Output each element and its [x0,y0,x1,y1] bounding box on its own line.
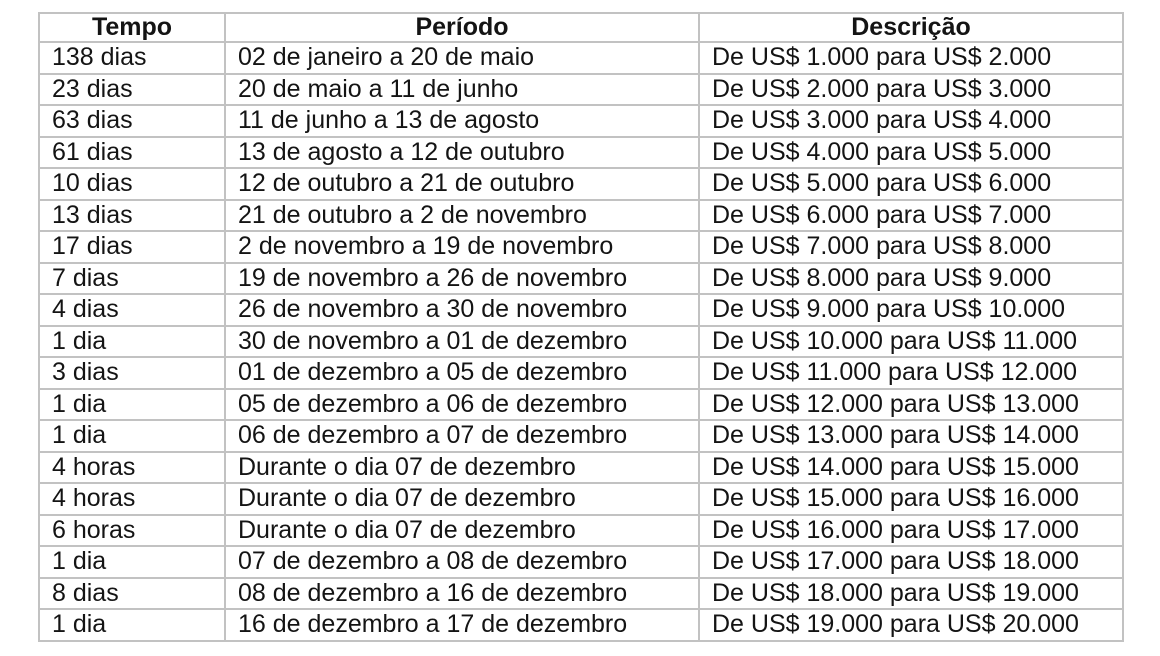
cell-tempo: 17 dias [39,231,225,263]
table-row [39,105,1123,137]
cell-tempo: 4 horas [39,452,225,484]
cell-descricao: De US$ 7.000 para US$ 8.000 [699,231,1123,263]
table-row [39,389,1123,421]
cell-periodo: 13 de agosto a 12 de outubro [225,137,699,169]
cell-descricao: De US$ 10.000 para US$ 11.000 [699,326,1123,358]
cell-periodo: 21 de outubro a 2 de novembro [225,200,699,232]
cell-descricao: De US$ 13.000 para US$ 14.000 [699,420,1123,452]
table-container [38,12,1124,642]
cell-tempo: 138 dias [39,42,225,74]
cell-periodo: 30 de novembro a 01 de dezembro [225,326,699,358]
cell-descricao: De US$ 8.000 para US$ 9.000 [699,263,1123,295]
table-row [39,578,1123,610]
cell-tempo: 4 dias [39,294,225,326]
cell-periodo: 11 de junho a 13 de agosto [225,105,699,137]
table-row [39,483,1123,515]
table-row [39,609,1123,641]
cell-periodo: 08 de dezembro a 16 de dezembro [225,578,699,610]
table-header [39,13,1123,42]
table-row [39,42,1123,74]
table-row [39,294,1123,326]
cell-descricao: De US$ 3.000 para US$ 4.000 [699,105,1123,137]
table-row [39,137,1123,169]
table-row [39,168,1123,200]
cell-descricao: De US$ 19.000 para US$ 20.000 [699,609,1123,641]
cell-tempo: 4 horas [39,483,225,515]
cell-periodo: Durante o dia 07 de dezembro [225,515,699,547]
cell-descricao: De US$ 1.000 para US$ 2.000 [699,42,1123,74]
cell-descricao: De US$ 11.000 para US$ 12.000 [699,357,1123,389]
table-row [39,515,1123,547]
cell-descricao: De US$ 17.000 para US$ 18.000 [699,546,1123,578]
cell-tempo: 10 dias [39,168,225,200]
cell-tempo: 1 dia [39,546,225,578]
cell-descricao: De US$ 15.000 para US$ 16.000 [699,483,1123,515]
cell-tempo: 61 dias [39,137,225,169]
price-timeline-table [38,12,1124,642]
table-row [39,546,1123,578]
cell-descricao: De US$ 5.000 para US$ 6.000 [699,168,1123,200]
cell-tempo: 23 dias [39,74,225,106]
table-header-row [39,13,1123,42]
cell-periodo: 16 de dezembro a 17 de dezembro [225,609,699,641]
cell-descricao: De US$ 2.000 para US$ 3.000 [699,74,1123,106]
table-row [39,326,1123,358]
cell-descricao: De US$ 9.000 para US$ 10.000 [699,294,1123,326]
cell-tempo: 8 dias [39,578,225,610]
table-row [39,231,1123,263]
table-body [39,42,1123,641]
header-tempo: Tempo [39,13,225,42]
table-row [39,357,1123,389]
cell-descricao: De US$ 4.000 para US$ 5.000 [699,137,1123,169]
table-row [39,200,1123,232]
header-periodo: Período [225,13,699,42]
cell-tempo: 1 dia [39,326,225,358]
cell-periodo: 02 de janeiro a 20 de maio [225,42,699,74]
cell-tempo: 3 dias [39,357,225,389]
table-row [39,74,1123,106]
cell-descricao: De US$ 12.000 para US$ 13.000 [699,389,1123,421]
cell-periodo: 19 de novembro a 26 de novembro [225,263,699,295]
cell-descricao: De US$ 18.000 para US$ 19.000 [699,578,1123,610]
cell-descricao: De US$ 6.000 para US$ 7.000 [699,200,1123,232]
cell-tempo: 63 dias [39,105,225,137]
cell-tempo: 6 horas [39,515,225,547]
cell-tempo: 1 dia [39,420,225,452]
cell-descricao: De US$ 16.000 para US$ 17.000 [699,515,1123,547]
cell-periodo: Durante o dia 07 de dezembro [225,452,699,484]
cell-periodo: 20 de maio a 11 de junho [225,74,699,106]
cell-periodo: Durante o dia 07 de dezembro [225,483,699,515]
header-descricao: Descrição [699,13,1123,42]
table-row [39,263,1123,295]
table-row [39,452,1123,484]
cell-tempo: 1 dia [39,609,225,641]
cell-periodo: 05 de dezembro a 06 de dezembro [225,389,699,421]
table-row [39,420,1123,452]
cell-periodo: 01 de dezembro a 05 de dezembro [225,357,699,389]
cell-periodo: 26 de novembro a 30 de novembro [225,294,699,326]
cell-tempo: 13 dias [39,200,225,232]
cell-descricao: De US$ 14.000 para US$ 15.000 [699,452,1123,484]
cell-tempo: 1 dia [39,389,225,421]
cell-periodo: 12 de outubro a 21 de outubro [225,168,699,200]
cell-periodo: 07 de dezembro a 08 de dezembro [225,546,699,578]
cell-periodo: 2 de novembro a 19 de novembro [225,231,699,263]
cell-periodo: 06 de dezembro a 07 de dezembro [225,420,699,452]
cell-tempo: 7 dias [39,263,225,295]
